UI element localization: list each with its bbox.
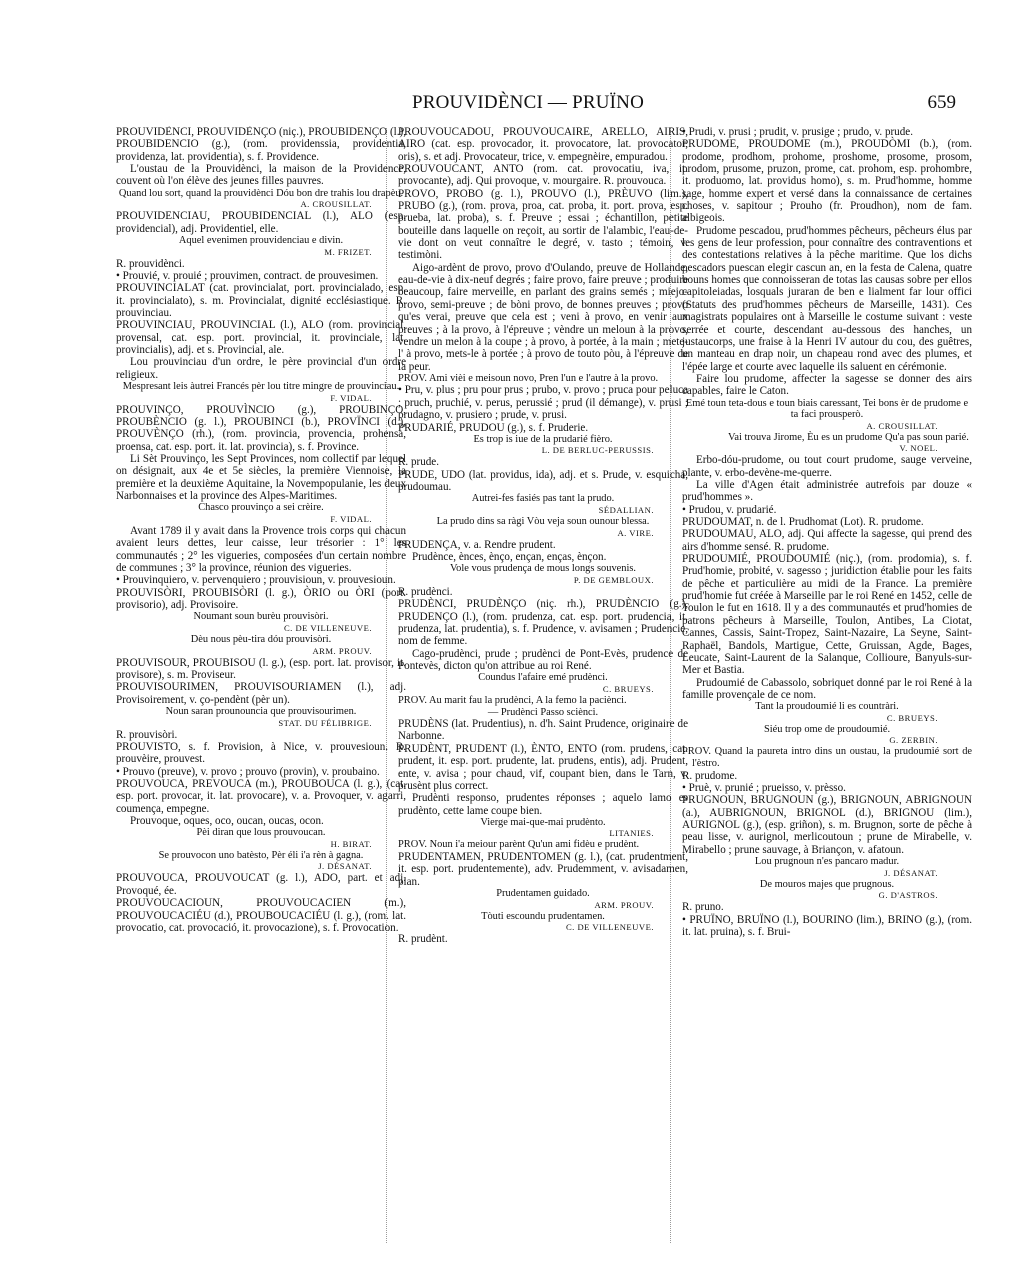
entry-paragraph: Prudome pescadou, prud'hommes pêcheurs, pêcheurs élus par les gens de leur profession, pour connaître des contraventions et des contestations relatives à la pêche maritime. Que los dichs pescadors puescan elegir cascun an, en la festa de Calena, quatre bouns homes que connoisseran de totas las causas sobre per ellos capitoleiadas, losquals juraran de ben e lialment far lour offici (Statuts des prud'hommes pêcheurs de Marseille, 1431). Ces magistrats populaires ont à Marseille le costume suivant : veste serrée et courte, descendant au-dessous des hanches, un justaucorps, une fraise à la Henri IV autour du cou, des guêtres, un manteau en drap noir, un chapeau rond avec des plumes, et l'épée large et courte avec laquelle ils saluent en cérémonie. [682, 224, 972, 373]
dictionary-entry: PRUDOUMAT, n. de l. Prudhomat (Lot). R. prudome. [682, 516, 924, 529]
proverb: PROV. Noun i'a meiour parènt Qu'un ami fidèu e prudènt. [398, 839, 640, 851]
quotation-attribution: LITANIES. [609, 828, 654, 839]
quotation: Emé toun teta-dous e toun biais caressant, Tei bons èr de prudome e ta faci prousperò. [685, 397, 969, 421]
dictionary-entry: PROUVIDÈNCI, PROUVIDÈNÇO (niç.), PROUBIDENÇO (l.), PROUBIDENCIO (g.), (rom. providenssia, providentia, providenza, lat. providentia), s. f. Providence. [116, 126, 406, 163]
dictionary-entry: • Prudou, v. prudarié. [682, 503, 777, 516]
quotation: La prudo dins sa ràgi Vòu veja soun ounour blessa. [436, 516, 650, 528]
entry-paragraph: Faire lou prudome, affecter la sagesse se donner des airs capables, faire le Caton. [682, 372, 972, 398]
dictionary-entry: • Pruè, v. prunié ; prueisso, v. prèsso. [682, 781, 846, 794]
quotation-attribution: C. BRUEYS. [886, 712, 938, 723]
quotation-attribution: F. VIDAL. [330, 392, 372, 403]
quotation: De mouros majes que prugnous. [759, 878, 895, 890]
dictionary-entry: PRUDENÇA, v. a. Rendre prudent. [398, 538, 556, 551]
quotation: Prudentamen guidado. [496, 888, 590, 900]
quotation-attribution: A. CROUSILLAT. [300, 199, 372, 210]
entry-paragraph: Prudoumié de Cabassolo, sobriquet donné par le roi René à la famille provençale de ce nom. [682, 676, 972, 701]
quotation-attribution: ARM. PROUV. [312, 645, 372, 656]
entry-paragraph: Aigo-ardènt de provo, provo d'Oulando, preuve de Hollande, eau-de-vie à dix-neuf degrés ; faire provo, faire preuve ; produire beaucoup, faire merveille, en parlant des grains semés ; miejo-provo, semi-preuve ; de bòni provo, de bonnes preuves ; provo qu'es verai, preuve que cela est ; veni à provo, en venir aux preuves ; à la provo, à l'épreuve ; vèndre un meloun à la provo, vendre un melon à la coupe ; à provo, à portée, à la main ; mete-l' à provo, mets-le à portée ; à provo de touto pòu, à l'épreuve de la peur. [398, 261, 688, 373]
dictionary-entry: • Pru, v. plus ; pru pour prus ; prubo, v. provo ; pruca pour peluca ; pruch, pruchié, v. perus, perussié ; prud (il démange), v. prusi ; prudagno, v. prusiero ; prude, v. prusi. [398, 384, 688, 422]
quotation-attribution: ARM. PROUV. [594, 899, 654, 910]
quotation-attribution: SÉDALLIAN. [598, 505, 654, 516]
dictionary-entry: • Prouvinquiero, v. pervenquiero ; prouvisioun, v. prouvesioun. [116, 574, 396, 587]
dictionary-entry: • PRUÏNO, BRUÏNO (l.), BOURINO (lim.), BRINO (g.), (rom. it. lat. pruina), s. f. Brui- [682, 913, 972, 938]
quotation-attribution: P. DE GEMBLOUX. [573, 574, 654, 585]
quotation: Quand lou sort, quand la prouvidènci Dóu bon dre trahis lou drapèu. [118, 187, 404, 199]
page-title: PROUVIDÈNCI — PRUÏNO [412, 92, 645, 113]
dictionary-entry: PROVO, PROBO (g. l.), PROUVO (l.), PRÈUVO (lim.), PRUBO (g.), (rom. prova, proa, cat. proba, it. port. prova, esp. prueba, lat. proba), s. f. Preuve ; essai ; échantillon, petite bouteille dans laquelle on reçoit, au sortir de l'alambic, l'eau-de-vie dont on veut connaître le degré, v. tasto ; témoin, v. testimòni. [398, 187, 688, 262]
quotation-attribution: H. BIRAT. [330, 838, 372, 849]
quotation: Dèu nous pèu-tira dóu prouvisòri. [190, 633, 332, 645]
quotation-attribution: V. NOEL. [899, 443, 938, 454]
quotation: Coundus l'afaire emé prudènci. [478, 672, 608, 684]
column-left [116, 126, 406, 1246]
quotation-attribution: STAT. DU FÉLIBRIGE. [278, 717, 372, 728]
quotation: Tant la proudoumié li es countràri. [755, 701, 899, 713]
running-head [0, 92, 1024, 120]
dictionary-entry: PROUVOUCA, PROUVOUCAT (g. l.), ADO, part. et adj. Provoqué, ée. [116, 872, 406, 897]
dictionary-entry: R. prouvidènci. [116, 257, 185, 270]
page-number: 659 [927, 92, 956, 113]
dictionary-entry: PRUDARIÉ, PRUDOU (g.), s. f. Pruderie. [398, 421, 589, 434]
dictionary-entry: PROUVIDENCIAU, PROUBIDENCIAL (l.), ALO (esp. providencial), adj. Providentiel, elle. [116, 210, 406, 235]
quotation: Aquel evenimen prouvidenciau e divin. [178, 235, 344, 246]
quotation: Vole vous prudença de mous longs souvenis. [450, 563, 636, 575]
dictionary-entry: R. prouvisòri. [116, 728, 178, 741]
dictionary-entry: PRUDENTAMEN, PRUDENTOMEN (g. l.), (cat. prudentment, it. esp. port. prudentemente), adv. Prudemment, v. avisadamen, plan. [398, 851, 688, 888]
dictionary-entry: PRUGNOUN, BRUGNOUN (g.), BRIGNOUN, ABRIGNOUN (a.), AUBRIGNOUN, BRIGNOL (d.), BRIGNOU (lim.), AURIGNOL (g.), (esp. griñon), s. m. Brugnon, sorte de pêche à peau lisse, v. aurignol, merlicoutoun ; prune de Mirabelle, v. Mirabello ; prune sauvage, à Briançon, v. afatoun. [682, 794, 972, 856]
dictionary-entry: PROUVOUCANT, ANTO (rom. cat. provocatiu, iva, it. provocante), adj. Qui provoque, v. mourgaire. R. prouvouca. [398, 163, 688, 188]
proverb: PROV. Au marit fau la prudènci, A la femo la paciènci. [398, 694, 627, 706]
column-right [682, 126, 972, 1246]
dictionary-entry: • Prudi, v. prusi ; prudit, v. prusige ; prudo, v. prude. [682, 126, 913, 138]
entry-paragraph: Li Sèt Prouvinço, les Sept Provinces, nom collectif par lequel on désignait, aux 4e et 5e siècles, la première Viennoise, la première et la deuxième Aquitaine, la Novempopulanie, les deux Narbonnaises et la province des Alpes-Maritimes. [116, 453, 406, 503]
quotation-attribution: A. CROUSILLAT. [866, 420, 938, 431]
quotation: Lou prugnoun n'es pancaro madur. [754, 856, 900, 867]
dictionary-entry: PRUDOME, PROUDOME (m.), PROUDÒMI (b.), (rom. prodome, prodhom, prohome, proshome, prosome, prosom, prodom, prusome, pruzon, prome, cat. prohom, esp. prohombre, it. produomo, lat. providus homo), s. m. Prud'homme, homme sage, homme expert et versé dans la connaissance de certaines choses, v. sapitour ; Prouho (fr. Proudhon), nom de fam. albigeois. [682, 138, 972, 225]
entry-paragraph: Prouvoque, oques, oco, oucan, oucas, ocon. [130, 814, 324, 827]
dictionary-entry: PROUVINCIALAT (cat. provincialat, port. provincialado, esp. it. provincialato), s. m. Provincialat, dignité ecclésiastique. R. prouvinciau. [116, 282, 406, 319]
dictionary-entry: • Prouvo (preuve), v. provo ; prouvo (provin), v. proubaino. [116, 765, 380, 778]
quotation-attribution: C. BRUEYS. [602, 683, 654, 694]
quotation: Siéu trop ome de proudoumié. [763, 723, 891, 735]
quotation-attribution: J. DÉSANAT. [884, 867, 938, 878]
dictionary-entry: R. prudènt. [398, 933, 448, 946]
dictionary-entry: PROUVINÇO, PROUVÌNCIO (g.), PROUBINÇO, PROUBÈNCIO (g. l.), PROUBINCI (b.), PROVÏNCI (d.), PROUVÈNÇO (rh.), (rom. provincia, provencia, prohensa, proensa, cat. esp. port. it. lat. provincia), s. f. Province. [116, 403, 406, 453]
dictionary-entry: R. prudènci. [398, 585, 453, 598]
dictionary-entry: • Prouvié, v. prouié ; prouvimen, contract. de prouvesimen. [116, 269, 379, 282]
dictionary-entry: R. prudome. [682, 769, 738, 782]
dictionary-entry: PROUVINCIAU, PROUVINCIAL (l.), ALO (rom. provincial, provensal, cat. esp. port. provincial, it. provinciale, lat. provincialis), adj. et s. Provincial, ale. [116, 319, 406, 356]
proverb: PROV. Ami vièi e meisoun novo, Pren l'un e l'autre à la provo. [398, 372, 659, 384]
dictionary-entry: PRUDOUMAU, ALO, adj. Qui affecte la sagesse, qui prend des airs d'homme sensé. R. prudome. [682, 528, 972, 553]
quotation-attribution: A. VIRE. [617, 527, 654, 538]
dictionary-entry: PRUDOUMIÉ, PROUDOUMIÉ (niç.), (rom. prodomia), s. f. Prud'homie, probité, v. sagesso ; juridiction établie pour les faits de pêche et particulière au midi de la France. La première prud'homie fut créée à Marseille par le roi René en 1452, celle de Toulon le fut en 1618. Il y a des communautés et prud'homies de patrons pêcheurs à Marseille, Toulon, Antibes, La Ciotat, Cannes, Cassis, Saint-Tropez, Saint-Nazaire, La Seyne, Saint-Raphaël, Bandols, Martigue, Cette, Gruissan, Agde, Bages, Leucate, Saint-Laurent de la Salanque, Collioure, Banyuls-sur-Mer et Bastia. [682, 553, 972, 677]
entry-paragraph: La ville d'Agen était administrée autrefois par douze « prud'hommes ». [682, 479, 972, 504]
entry-paragraph: Avant 1789 il y avait dans la Provence trois corps qui chacun avaient leurs dettes, leur caisse, leur trésorier : 1° les communautés ; 2° les vigueries, composées d'un certain nombre de communes ; 3° la province, réunion des vigueries. [116, 524, 406, 574]
quotation-attribution: G. ZERBIN. [889, 735, 938, 746]
dictionary-entry: PRUDE, UDO (lat. providus, ida), adj. et s. Prude, v. esquicha, prudoumau. [398, 468, 688, 494]
quotation: Se prouvocon uno batèsto, Pèr éli i'a rèn à gagna. [158, 849, 364, 861]
quotation-attribution: C. DE VILLENEUVE. [565, 922, 654, 933]
dictionary-entry: PROUVOUCADOU, PROUVOUCAIRE, ARELLO, AIRIS, AIRO (cat. esp. provocador, it. provocatore, lat. provocator, oris), s. et adj. Provocateur, trice, v. empegnèire, empuradou. [398, 126, 688, 163]
quotation-attribution: M. FRIZET. [324, 246, 372, 257]
dictionary-entry: PROUVOUCACIOUN, PROUVOUCACIEN (m.), PROUVOUCACIÉU (d.), PROUBOUCACIÉU (l. g.), (rom. lat. provocatio, cat. provocació, it. provocazione), s. f. Provocation. [116, 897, 406, 934]
quotation: Tòuti escoundu prudentamen. [481, 910, 605, 922]
quotation-attribution: C. DE VILLENEUVE. [283, 622, 372, 633]
dictionary-entry: PROUVISOURIMEN, PROUVISOURIAMEN (l.), adj. Provisoirement, v. ço-pendènt (pèr un). [116, 681, 406, 706]
dictionary-entry: PROUVOUCA, PREVOUCA (m.), PROUBOUCA (l. g.), (cat. esp. port. provocar, it. lat. provocare), v. a. Provoquer, v. agarri, coumença, empegne. [116, 777, 406, 815]
dictionary-entry: R. pruno. [682, 901, 724, 914]
entry-paragraph: Lou prouvinciau d'un ordre, le père provincial d'un ordre religieux. [116, 356, 406, 381]
quotation-attribution: F. VIDAL. [330, 513, 372, 524]
dictionary-entry: PRUDÈNT, PRUDENT (l.), ÈNTO, ENTO (rom. prudens, cat. prudent, it. esp. port. prudente, lat. prudens, entis), adj. Prudent, ente, v. avisa ; pour chaud, vif, coupant bien, dans le Tarn, v. prusènt plus correct. [398, 742, 688, 792]
quotation: Vierge mai-que-mai prudènto. [480, 816, 606, 828]
proverb: PROV. Quand la paureta intro dins un oustau, la prudoumié sort de l'èstro. [682, 746, 972, 769]
quotation-attribution: G. D'ASTROS. [878, 890, 938, 901]
quotation: Noumant soun burèu prouvisòri. [193, 611, 329, 623]
dictionary-entry: PRUDÈNS (lat. Prudentius), n. d'h. Saint Prudence, originaire de Narbonne. [398, 718, 688, 743]
entry-paragraph: Prudènce, ènces, ènço, ençan, enças, ènçon. [412, 551, 607, 563]
dictionary-entry: PROUVISTO, s. f. Provision, à Nice, v. prouvesioun. R. prouvèire, prouvest. [116, 740, 406, 766]
quotation: Es trop is iue de la prudarié fièro. [473, 433, 613, 445]
entry-paragraph: Prudènti responso, prudentes réponses ; aquelo lamo es prudènto, cette lame coupe bien. [398, 792, 688, 817]
column-middle [398, 126, 688, 1246]
quotation: Mespresant leis àutrei Francés pèr lou titre mingre de prouvinciau. [122, 381, 400, 393]
dictionary-entry: R. prude. [398, 456, 439, 469]
quotation: Autrei-fes fasiés pas tant la prudo. [471, 493, 615, 505]
quotation: Pèi diran que lous prouvoucan. [196, 827, 326, 839]
quotation-attribution: L. DE BERLUC-PERUSSIS. [541, 445, 654, 456]
dictionary-entry: PROUVISÒRI, PROUBISÒRI (l. g.), ÒRIO ou ÒRI (port. provisorio), adj. Provisoire. [116, 586, 406, 612]
entry-paragraph: Erbo-dóu-prudome, ou tout court prudome, sauge verveine, plante, v. erbo-devène-me-querre. [682, 454, 972, 479]
entry-paragraph: Cago-prudènci, prude ; prudènci de Pont-Evès, prudence de Pontevès, dicton qu'on attribue au roi René. [398, 647, 688, 672]
quotation: Noun saran prounouncia que prouvisourimen. [165, 705, 357, 717]
quotation: — Prudènci Passo sciènci. [487, 706, 599, 718]
dictionary-entry: PRUDÈNCI, PRUDÈNÇO (niç. rh.), PRUDÈNCIO (g.), PRUDENÇO (l.), (rom. prudenza, cat. esp. port. prudencia, it. prudenza, lat. prudentia), s. f. Prudence, v. avisamen ; Prudencie, nom de femme. [398, 598, 688, 648]
entry-paragraph: L'oustau de la Prouvidènci, la maison de la Providence, couvent où l'on élève des jeunes filles pauvres. [116, 163, 406, 188]
quotation-attribution: J. DÉSANAT. [318, 861, 372, 872]
quotation: Chasco prouvinço a sei crèire. [198, 502, 324, 514]
dictionary-entry: PROUVISOUR, PROUBISOU (l. g.), (esp. port. lat. provisor, it. provisore), s. m. Proviseur. [116, 656, 406, 681]
quotation: Vai trouva Jirome, Èu es un prudome Qu'a pas soun parié. [728, 431, 969, 443]
